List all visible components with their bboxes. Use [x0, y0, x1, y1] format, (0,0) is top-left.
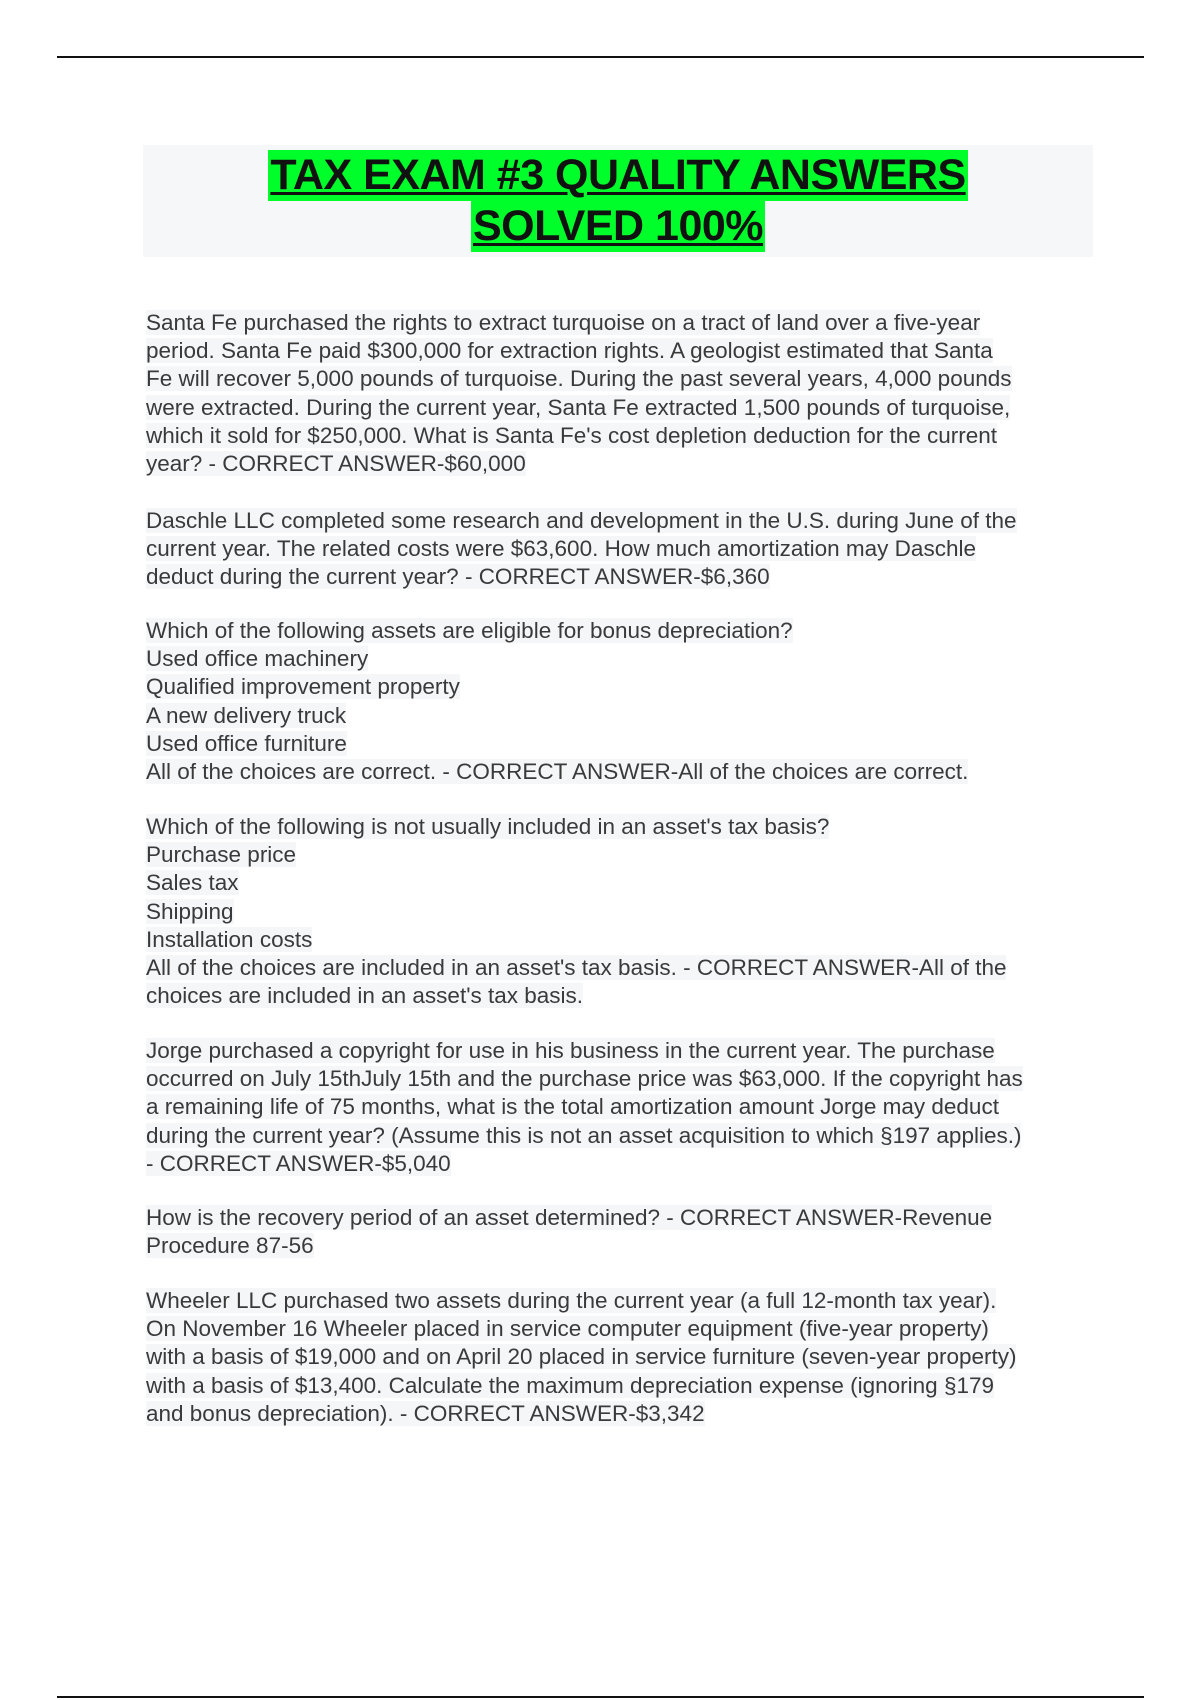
- qa-line: with a basis of $19,000 and on April 20 placed in service furniture (seven-year property): [146, 1344, 1017, 1370]
- qa-item-6: [146, 1204, 1096, 1260]
- page-title-line-1: TAX EXAM #3 QUALITY ANSWERS: [270, 151, 966, 199]
- qa-line: All of the choices are correct. - CORRECT ANSWER-All of the choices are correct.: [146, 759, 969, 785]
- title-banner: [143, 145, 1093, 257]
- qa-item-1: [146, 309, 1096, 478]
- qa-line: Fe will recover 5,000 pounds of turquoise. During the past several years, 4,000 pounds: [146, 366, 1012, 392]
- qa-line: Wheeler LLC purchased two assets during the current year (a full 12-month tax year).: [146, 1288, 997, 1313]
- qa-line: Used office machinery: [146, 646, 369, 672]
- page-title-line-2: SOLVED 100%: [472, 202, 764, 250]
- qa-line: Purchase price: [146, 842, 297, 868]
- qa-line: year? - CORRECT ANSWER-$60,000: [146, 451, 526, 477]
- qa-line: Jorge purchased a copyright for use in his business in the current year. The purchase: [146, 1038, 995, 1063]
- qa-item-3: [146, 617, 1096, 786]
- qa-line: with a basis of $13,400. Calculate the maximum depreciation expense (ignoring §179: [146, 1372, 995, 1398]
- qa-line: Santa Fe purchased the rights to extract turquoise on a tract of land over a five-year: [146, 310, 981, 335]
- qa-line: Which of the following assets are eligible for bonus depreciation?: [146, 618, 793, 643]
- qa-line: Sales tax: [146, 870, 239, 896]
- qa-line: occurred on July 15thJuly 15th and the purchase price was $63,000. If the copyright has: [146, 1066, 1023, 1092]
- qa-item-2: [146, 507, 1096, 592]
- qa-line: deduct during the current year? - CORRECT ANSWER-$6,360: [146, 564, 770, 590]
- footer-rule: [57, 1696, 1144, 1698]
- header-rule: [57, 56, 1144, 58]
- qa-line: period. Santa Fe paid $300,000 for extraction rights. A geologist estimated that Santa: [146, 338, 993, 364]
- qa-line: Which of the following is not usually included in an asset's tax basis?: [146, 814, 830, 839]
- qa-line: during the current year? (Assume this is not an asset acquisition to which §197 applies.): [146, 1122, 1022, 1148]
- qa-line: Daschle LLC completed some research and development in the U.S. during June of the: [146, 508, 1017, 533]
- qa-line: current year. The related costs were $63,600. How much amortization may Daschle: [146, 536, 976, 562]
- qa-line: On November 16 Wheeler placed in service computer equipment (five-year property): [146, 1316, 989, 1342]
- qa-line: A new delivery truck: [146, 702, 347, 728]
- qa-line: Shipping: [146, 898, 234, 924]
- qa-line: Qualified improvement property: [146, 674, 460, 700]
- qa-line: How is the recovery period of an asset determined? - CORRECT ANSWER-Revenue: [146, 1205, 993, 1230]
- qa-line: were extracted. During the current year, Santa Fe extracted 1,500 pounds of turquoise,: [146, 394, 1011, 420]
- qa-line: which it sold for $250,000. What is Santa Fe's cost depletion deduction for the current: [146, 422, 998, 448]
- qa-item-4: [146, 813, 1096, 1010]
- qa-item-5: [146, 1037, 1096, 1178]
- qa-line: Procedure 87-56: [146, 1233, 314, 1259]
- qa-line: Installation costs: [146, 926, 313, 952]
- qa-line: a remaining life of 75 months, what is the total amortization amount Jorge may deduct: [146, 1094, 999, 1120]
- qa-line: and bonus depreciation). - CORRECT ANSWER-$3,342: [146, 1400, 705, 1426]
- qa-item-7: [146, 1287, 1096, 1428]
- qa-line: Used office furniture: [146, 730, 347, 756]
- qa-line: - CORRECT ANSWER-$5,040: [146, 1150, 451, 1176]
- qa-line: choices are included in an asset's tax basis.: [146, 983, 584, 1009]
- qa-line: All of the choices are included in an asset's tax basis. - CORRECT ANSWER-All of the: [146, 955, 1007, 981]
